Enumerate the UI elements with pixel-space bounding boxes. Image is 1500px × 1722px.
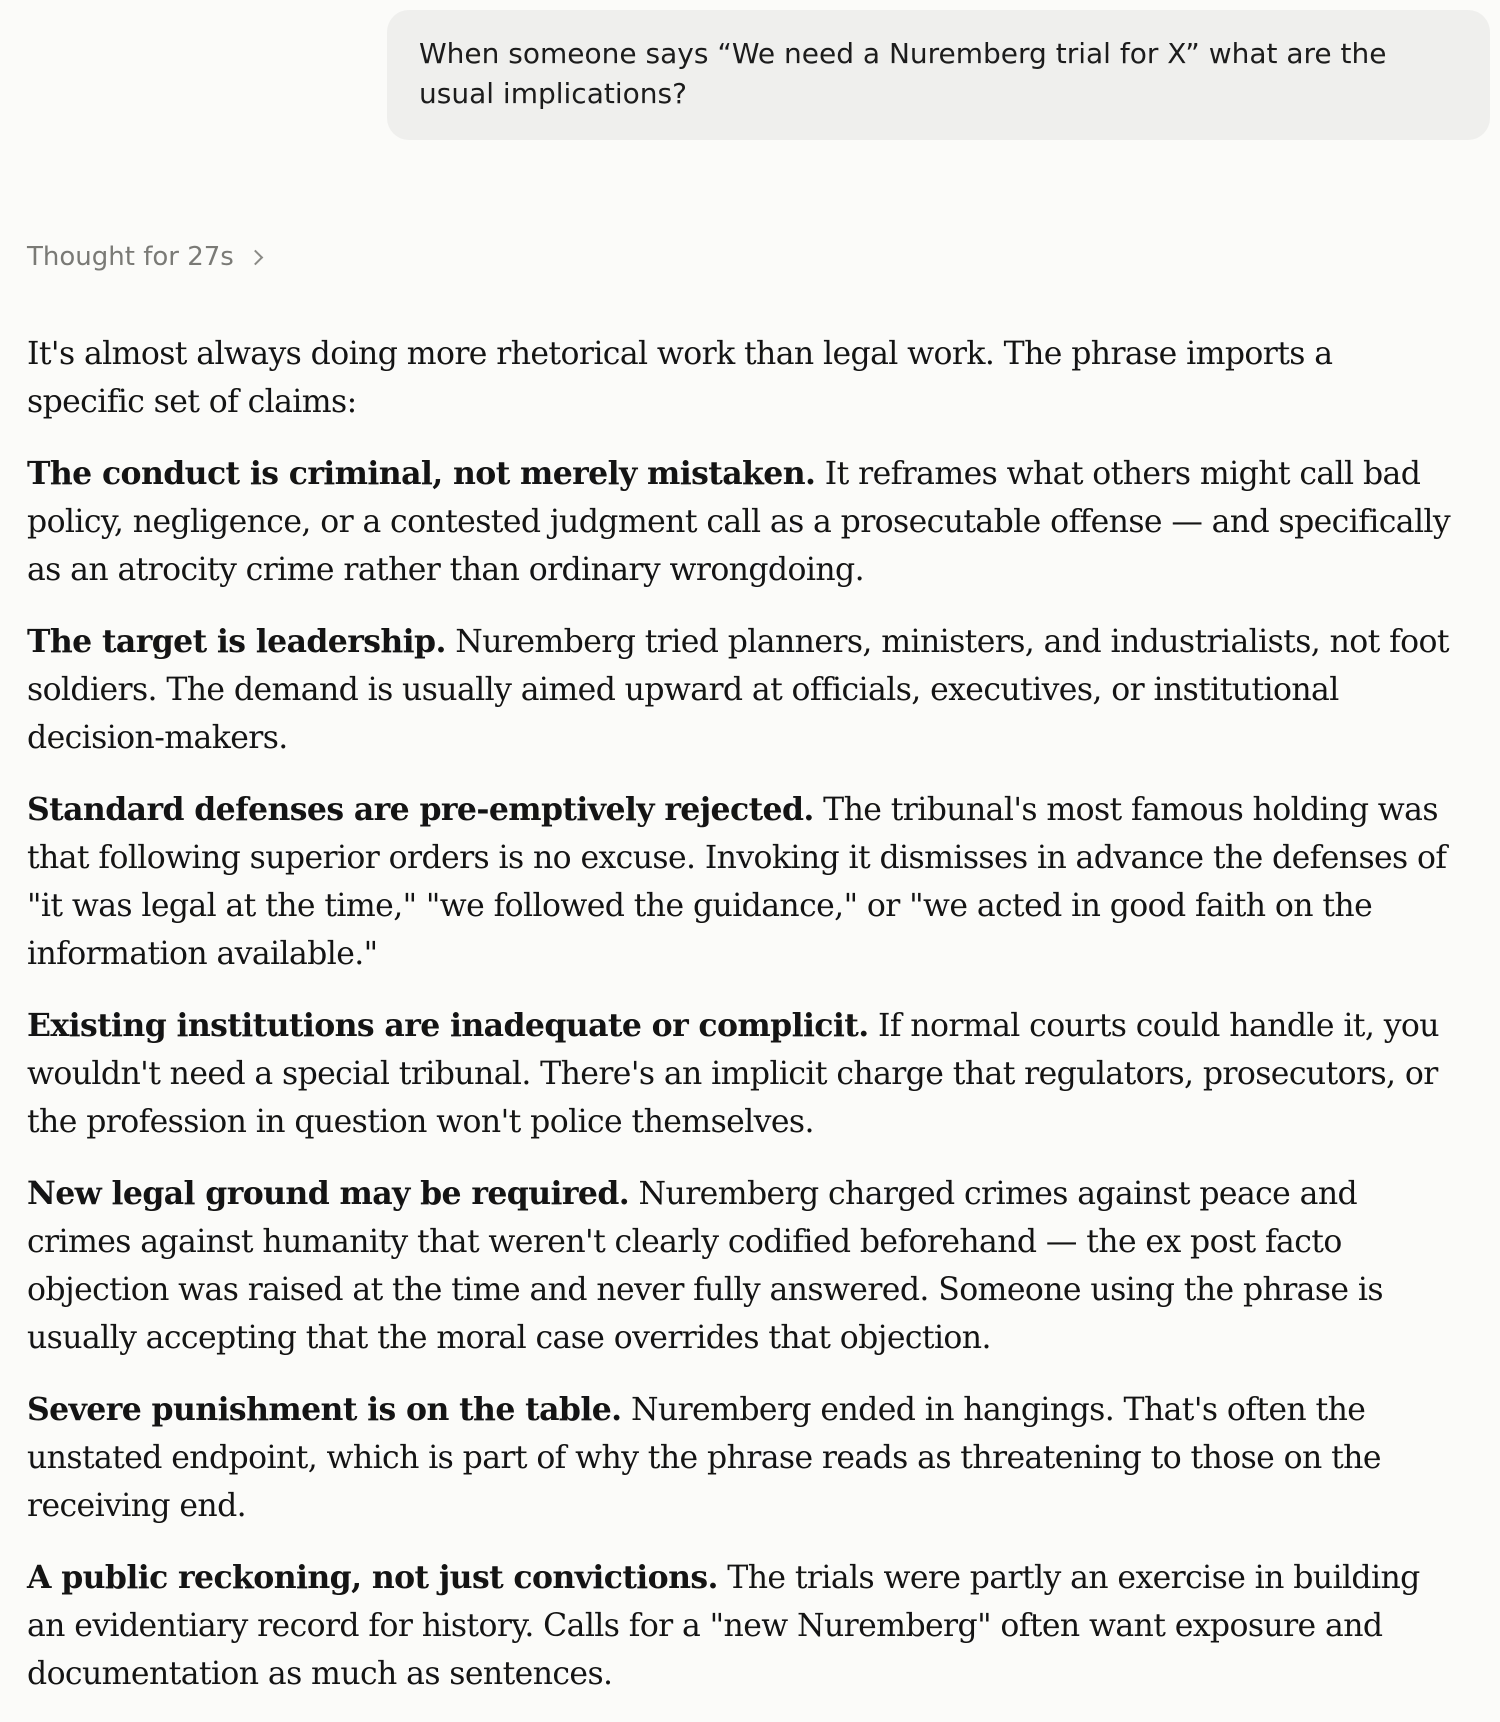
- response-point: [27, 1554, 1457, 1698]
- response-point: [27, 450, 1457, 594]
- point-heading: The conduct is criminal, not merely mistaken.: [27, 455, 816, 492]
- point-heading: Standard defenses are pre-emptively rejected.: [27, 791, 814, 828]
- point-body: If normal courts could handle it, you wouldn't need a special tribunal. There's an implicit charge that regulators, prosecutors, or the profession in question won't police themselves.: [27, 1008, 1439, 1140]
- point-body: It reframes what others might call bad policy, negligence, or a contested judgment call as a prosecutable offense — and specifically as an atrocity crime rather than ordinary wrongdoing.: [27, 456, 1451, 588]
- thought-label: Thought for 27s: [27, 242, 234, 272]
- user-message-bubble: [387, 10, 1490, 140]
- assistant-response: [27, 330, 1457, 1722]
- chevron-right-icon: [248, 249, 264, 265]
- point-heading: The target is leadership.: [27, 623, 446, 660]
- response-intro: It's almost always doing more rhetorical work than legal work. The phrase imports a specific set of claims:: [27, 336, 1333, 420]
- point-body: The tribunal's most famous holding was that following superior orders is no excuse. Invoking it dismisses in advance the defenses of "it was legal at the time," "we followed the guidance," or "we acted in good faith on the information available.": [27, 792, 1447, 972]
- user-message-text: When someone says “We need a Nuremberg trial for X” what are the usual implications?: [419, 37, 1387, 110]
- response-point: [27, 1002, 1457, 1146]
- point-heading: New legal ground may be required.: [27, 1175, 630, 1212]
- thought-toggle[interactable]: [27, 242, 261, 272]
- response-point: [27, 1386, 1457, 1530]
- point-body: Nuremberg charged crimes against peace and crimes against humanity that weren't clearly codified beforehand — the ex post facto objection was raised at the time and never fully answered. Someone using the phrase is usually accepting that the moral case overrides that objection.: [27, 1176, 1383, 1356]
- point-body: The trials were partly an exercise in building an evidentiary record for history. Calls for a "new Nuremberg" often want exposure and documentation as much as sentences.: [27, 1560, 1420, 1692]
- response-point: [27, 1170, 1457, 1362]
- point-heading: Severe punishment is on the table.: [27, 1391, 622, 1428]
- point-heading: Existing institutions are inadequate or complicit.: [27, 1007, 869, 1044]
- response-point: [27, 786, 1457, 978]
- point-body: Nuremberg tried planners, ministers, and industrialists, not foot soldiers. The demand is usually aimed upward at officials, executives, or institutional decision-makers.: [27, 624, 1449, 756]
- point-body: Nuremberg ended in hangings. That's often the unstated endpoint, which is part of why the phrase reads as threatening to those on the receiving end.: [27, 1392, 1381, 1524]
- response-point: [27, 618, 1457, 762]
- point-heading: A public reckoning, not just convictions.: [27, 1559, 718, 1596]
